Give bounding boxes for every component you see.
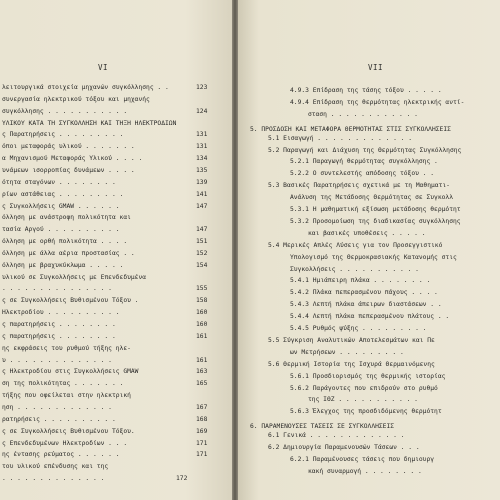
toc-entry-page: 168 <box>196 415 208 423</box>
toc-entry-text: ων Μετρήσεων . . . . . . . . . <box>290 348 404 356</box>
toc-entry-text: 4.9.3 Επίδραση της τάσης τόξου . . . . . <box>290 87 442 94</box>
toc-entry-text: ηση . . . . . . . . . . . . . <box>2 403 112 411</box>
toc-entry-page: 154 <box>196 261 208 269</box>
toc-entry-page: 135 <box>196 166 208 174</box>
toc-entry-text: ης έντασης ρεύματος . . . . . . <box>2 451 120 459</box>
toc-entry-text: 5.3 Βασικές Παρατηρήσεις σχετικά με τη Μαθηματι- <box>268 182 450 190</box>
toc-entry-text: ς Ηλεκτροδίου στις Συγκολλήσεις GMAW <box>2 368 139 376</box>
toc-entry-page: 147 <box>196 202 208 210</box>
toc-entry-text: ότητα σταγόνων . . . . . . . . <box>2 178 116 186</box>
toc-entry-text: υλικού σε Συγκολλήσεις με Επενδεδυμένα <box>2 273 147 281</box>
toc-entry-text: όλληση με ανάστροφη πολικότητα και <box>2 214 131 222</box>
toc-entry-page: 152 <box>196 249 208 257</box>
toc-entry-text: τασία Αργού . . . . . . . . . . <box>2 226 120 234</box>
toc-entry-text: ς Συγκολλήσεις GMAW . . . . . . <box>2 202 120 210</box>
toc-entry-text: και βασικές υποθέσεις . . . . . <box>308 229 426 237</box>
toc-entry-text: της ΙΘΖ . . . . . . . . . . . <box>308 396 418 404</box>
toc-entry-page: 163 <box>196 368 208 376</box>
toc-entry-text: 5.6.1 Προσδιορισμός της θερμικής ιστορίας <box>290 372 446 380</box>
toc-entry-text: ΥΛΙΚΟΥ ΚΑΤΑ ΤΗ ΣΥΓΚΟΛΛΗΣΗ ΚΑΙ ΤΗΞΗ ΗΛΕΚΤΡΟΔΙΩΝ <box>2 119 177 127</box>
toc-entry-text: ς σε Συγκολλήσεις Βυθισμένου Τόξου . <box>2 297 139 305</box>
toc-entry-page: 139 <box>196 178 208 186</box>
toc-entry-page: 160 <box>196 309 208 317</box>
toc-entry-text: 5.2 Παραγωγή και Διάχυση της Θερμότητας Συγκόλλησης <box>268 146 462 154</box>
toc-entry-text: κακή συναρμογή . . . . . . . . <box>308 467 422 475</box>
toc-entry-text: 4.9.4 Επίδραση της θερμότητας ηλεκτρικής αντί- <box>290 98 465 106</box>
left-page-number: VI <box>98 63 109 72</box>
toc-entry-text: 5.4.1 Ημιάπειρη πλάκα . . . . . . . . <box>290 277 431 285</box>
toc-entry-text: 5.5 Σύγκριση Αναλυτικών Αποτελεσμάτων και Πε <box>268 336 435 344</box>
toc-entry-text: ς Παρατηρήσεις . . . . . . . . . <box>2 131 124 139</box>
toc-entry-text: συνεργασία ηλεκτρικού τόξου και μηχανής <box>2 95 150 103</box>
toc-entry-text: 6.2.1 Παραμένουσες τάσεις που δημιουργ <box>290 455 435 463</box>
toc-entry-page: 123 <box>196 84 208 91</box>
toc-entry-page: 124 <box>196 107 208 115</box>
toc-entry-page: 131 <box>196 143 208 151</box>
toc-entry-text: Συγκολλήσεις . . . . . . . . . . . <box>290 265 419 273</box>
toc-entry-page: 141 <box>196 190 208 198</box>
toc-entry-text: 5.3.2 Προσομοίωση της διαδικασίας συγκόλλησης <box>290 217 461 225</box>
toc-entry-text: 5.2.2 Ο συντελεστής απόδοσης τόξου . . <box>290 170 435 178</box>
toc-entry-text: ης εκφράσεις του ρυθμού τήξης ηλε- <box>2 344 131 352</box>
toc-entry-page: 171 <box>196 451 208 459</box>
toc-entry-page: 171 <box>196 439 208 447</box>
toc-entry-text: ς παρατηρήσεις . . . . . . . . <box>2 321 116 328</box>
toc-entry-page: 161 <box>196 332 208 340</box>
toc-entry-text: Ηλεκτροδίου . . . . . . . . . . <box>2 309 120 317</box>
toc-entry-text: όλληση με βραχυκύκλωμα . . . . . <box>2 261 124 269</box>
toc-entry-page: 151 <box>196 238 208 246</box>
toc-entry-text: ση της πολικότητας . . . . . . . <box>2 380 124 388</box>
toc-entry-text: 5.4.3 Λεπτή πλάκα άπειρων διαστάσεων . . <box>290 301 442 309</box>
left-page <box>0 0 232 500</box>
toc-entry-text: υ . . . . . . . . . . . . . . <box>2 356 112 364</box>
toc-entry-text: 5.6 Θερμική Ιστορία της Ισχυρά Θερμαινόμενης <box>268 360 435 368</box>
toc-entry-text: 5.4.2 Πλάκα πεπερασμένου πάχους . . . . <box>290 289 438 297</box>
toc-entry-text: 5.2.1 Παραγωγή θερμότητας συγκόλλησης . <box>290 158 438 166</box>
toc-entry-text: Ανάλυση της Μετάδοσης Θερμότητας σε Συγκολλ <box>290 194 454 202</box>
toc-entry-page: 155 <box>196 285 208 293</box>
right-page-number: VII <box>368 63 384 72</box>
toc-entry-text: σταση . . . . . . . . . . . . <box>308 110 418 118</box>
toc-entry-page: 161 <box>196 356 208 364</box>
toc-entry-text: ς σε Συγκολλήσεις Βυθισμένου Τόξου. <box>2 427 135 435</box>
toc-entry-text: 5.4 Μερικές Απλές Λύσεις για τον Προσεγγιστικό <box>268 241 443 249</box>
toc-entry-text: του υλικού επένδυσης και της <box>2 463 109 471</box>
toc-entry-text: συγκόλλησης . . . . . . . . . . . <box>2 107 128 115</box>
toc-entry-text: Υπολογισμό της Θερμοκρασιακής Κατανομής στις <box>290 253 457 261</box>
toc-entry-text: 5.3.1 Η μαθηματική εξίσωση μετάδοσης θερμότητ <box>290 206 461 213</box>
toc-entry-text: 5. ΠΡΟΣΔΟΣΗ ΚΑΙ ΜΕΤΑΦΟΡΑ ΘΕΡΜΟΤΗΤΑΣ ΣΤΙΣ ΣΥΓΚΟΛΛΗΣΕΙΣ <box>250 125 451 133</box>
toc-entry-text: όλληση με άλλα αέρια προστασίας . . <box>2 249 135 257</box>
toc-entry-text: ρατηρήσεις . . . . . . . . . . <box>2 415 116 423</box>
toc-entry-page: 134 <box>196 155 208 163</box>
toc-entry-page: 167 <box>196 403 208 411</box>
toc-entry-text: υνάμεων ισορροπίας δυνάμεων . . . . <box>2 166 135 174</box>
toc-entry-text: 5.6.3 Έλεγχος της προσδιδόμενης θερμότητ <box>290 408 442 416</box>
toc-entry-text: . . . . . . . . . . . . . . . <box>2 285 112 293</box>
toc-entry-text: 5.4.5 Ρυθμός ψύξης . . . . . . . . . <box>290 325 427 332</box>
toc-entry-text: 6. ΠΑΡΑΜΕΝΟΥΣΕΣ ΤΑΣΕΙΣ ΣΕ ΣΥΓΚΟΛΛΗΣΕΙΣ <box>250 423 395 431</box>
toc-entry-page: 147 <box>196 226 208 234</box>
toc-entry-text: ς παρατηρήσεις . . . . . . . . <box>2 332 116 340</box>
toc-entry-page: 131 <box>196 131 208 139</box>
toc-entry-text: . . . . . . . . . . . . . . <box>2 475 105 483</box>
toc-entry-text: ρίων αστάθειας . . . . . . . . . <box>2 190 124 198</box>
toc-entry-text: λειτουργικά στοιχεία μηχανών συγκόλλησης . . <box>2 84 169 91</box>
toc-entry-text: 5.4.4 Λεπτή πλάκα πεπερασμένου πλάτους . . <box>290 313 450 321</box>
toc-entry-text: 5.6.2 Παράγοντες που επιδρούν στο ρυθμό <box>290 384 438 392</box>
toc-entry-page: 172 <box>176 475 188 483</box>
toc-entry-text: τήξης που οφείλεται στην ηλεκτρική <box>2 392 131 400</box>
toc-entry-text: όποι μεταφοράς υλικού . . . . . . . <box>2 143 135 151</box>
toc-entry-page: 160 <box>196 321 208 328</box>
toc-entry-text: όλληση με ορθή πολικότητα . . . . <box>2 238 128 246</box>
toc-entry-text: α Μηχανισμού Μεταφοράς Υλικού . . . . <box>2 155 143 163</box>
toc-entry-page: 165 <box>196 380 208 388</box>
toc-entry-page: 169 <box>196 427 208 435</box>
toc-entry-text: 6.2 Δημιουργία Παραμενουσών Τάσεων . . . <box>268 444 420 451</box>
toc-entry-text: ς Επενδεδυμένων Ηλεκτροδίων . . . <box>2 439 128 447</box>
toc-entry-page: 158 <box>196 297 208 305</box>
toc-entry-text: 6.1 Γενικά . . . . . . . . . . . . . <box>268 432 405 440</box>
right-page <box>238 0 500 500</box>
toc-entry-text: 5.1 Εισαγωγή . . . . . . . . . . . . . <box>268 134 413 142</box>
